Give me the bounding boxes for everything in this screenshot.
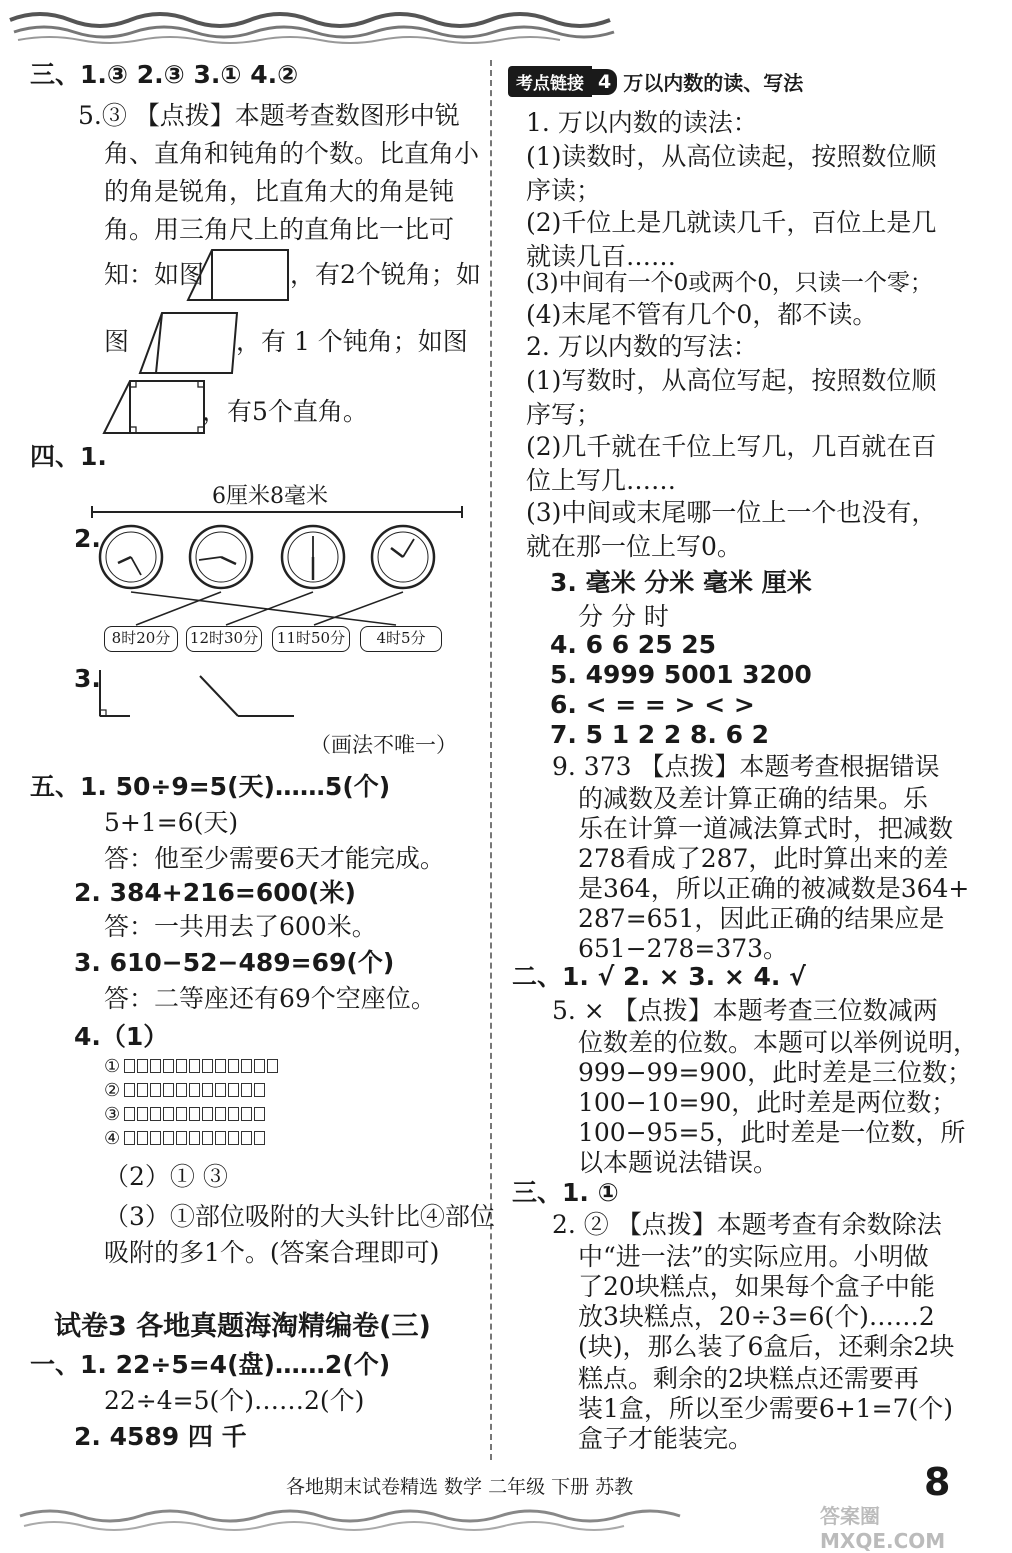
pin-square	[163, 1107, 174, 1121]
r-line: (4)末尾不管有几个0，都不读。	[526, 300, 878, 329]
top-decorative-border	[0, 0, 1012, 50]
s5-q1-line3: 答：他至少需要6天才能完成。	[104, 844, 445, 873]
pin-row: ①	[104, 1056, 280, 1076]
s2-q5-line: 999−99=900，此时差是三位数；	[578, 1058, 973, 1087]
s2-q5-line: 以本题说法错误。	[578, 1148, 779, 1177]
drawing-note: （画法不唯一）	[310, 733, 457, 757]
s5-q4-part3b: 吸附的多1个。(答案合理即可)	[104, 1238, 440, 1267]
s5-q2-line1: 2. 384+216=600(米)	[74, 878, 356, 907]
pin-square	[202, 1083, 213, 1097]
e1-q1-line2: 22÷4=5(个)……2(个)	[104, 1386, 365, 1415]
pin-square	[150, 1107, 161, 1121]
tag-number: 4	[592, 69, 617, 95]
pin-square	[215, 1083, 226, 1097]
e1-q2: 2. 4589 四 千	[74, 1422, 247, 1451]
e1-q1-line1: 一、1. 22÷5=4(盘)……2(个)	[30, 1350, 391, 1379]
clocks-matching-figure	[96, 522, 446, 632]
s5-q3-line2: 答：二等座还有69个空座位。	[104, 984, 436, 1013]
pin-chart	[104, 1056, 474, 1152]
pin-square	[176, 1107, 187, 1121]
r-line: 就在那一位上写0。	[526, 532, 742, 561]
q3-answers-b: 分 分 时	[578, 602, 669, 631]
tag-title: 万以内数的读、写法	[623, 71, 804, 95]
s3-q5-line6b: ，有 1 个钝角；如图	[236, 327, 468, 356]
pin-square	[124, 1131, 135, 1145]
watermark: 答案圈 MXQE.COM	[820, 1504, 946, 1553]
s5-q1-line2: 5+1=6(天)	[104, 808, 239, 837]
s3r-q2-line: (块)，那么装了6盒后，还剩余2块	[578, 1332, 955, 1361]
pin-square	[228, 1083, 239, 1097]
pin-square	[124, 1059, 135, 1073]
r-line: (1)读数时，从高位读起，按照数位顺	[526, 142, 937, 171]
pin-square	[202, 1059, 213, 1073]
column-divider	[490, 60, 492, 1460]
s3r-q2-line: 了20块糕点，如果每个盒子中能	[578, 1272, 935, 1301]
pin-square	[150, 1131, 161, 1145]
s2-answers: 二、1. √ 2. × 3. × 4. √	[512, 962, 806, 991]
figure-acute-angles	[184, 245, 294, 305]
pin-square	[137, 1107, 148, 1121]
pin-square	[254, 1107, 265, 1121]
page-number: 8	[924, 1460, 951, 1504]
r-line: 位上写几……	[526, 466, 677, 495]
pin-square	[124, 1107, 135, 1121]
tag-label: 考点链接	[508, 66, 592, 97]
r-line: 1. 万以内数的读法：	[526, 108, 758, 137]
time-box: 11时50分	[272, 626, 350, 652]
r-line: (2)几千就在千位上写几，几百就在百	[526, 432, 937, 461]
s2-q5-line: 100−95=5，此时差是一位数，所	[578, 1118, 966, 1147]
pin-square	[176, 1131, 187, 1145]
bottom-decorative-border	[0, 1496, 760, 1536]
r-line: (1)写数时，从高位写起，按照数位顺	[526, 366, 937, 395]
pin-square	[215, 1059, 226, 1073]
pin-square	[241, 1107, 252, 1121]
s5-q4-label: 4.（1）	[74, 1022, 169, 1051]
s5-q4-part3a: （3）①部位吸附的大头针比④部位	[104, 1202, 495, 1231]
pin-square	[241, 1059, 252, 1073]
drawn-angles-figure	[96, 668, 296, 724]
pin-square	[137, 1059, 148, 1073]
q9-line: 是364，所以正确的被减数是364+	[578, 874, 970, 903]
s3-q5-line5b: ，有2个锐角；如	[290, 260, 481, 289]
pin-square	[189, 1083, 200, 1097]
s5-q3-line1: 3. 610−52−489=69(个)	[74, 948, 395, 977]
pin-row: ②	[104, 1080, 267, 1100]
pin-square	[176, 1083, 187, 1097]
s5-q4-part2: （2）① ③	[104, 1162, 228, 1191]
pin-square	[254, 1059, 265, 1073]
pin-square	[137, 1083, 148, 1097]
pin-square	[137, 1131, 148, 1145]
q7-8-answers: 7. 5 1 2 2 8. 6 2	[550, 720, 770, 749]
pin-square	[150, 1083, 161, 1097]
s3-q5-line3: 的角是锐角，比直角大的角是钝	[104, 177, 455, 206]
pin-square	[163, 1059, 174, 1073]
q3-answers-a: 3. 毫米 分米 毫米 厘米	[550, 568, 812, 597]
s3-q5-line6a: 图	[104, 327, 130, 356]
s2-q5-line: 100−10=90，此时差是两位数；	[578, 1088, 957, 1117]
s5-q2-line2: 答：一共用去了600米。	[104, 912, 377, 941]
r-line: (2)千位上是几就读几千，百位上是几	[526, 208, 937, 237]
pin-square	[228, 1107, 239, 1121]
pin-square	[189, 1059, 200, 1073]
s3-q5-line5a: 知：如图	[104, 260, 205, 289]
time-box: 8时20分	[104, 626, 178, 652]
r-line: (3)中间或末尾哪一位上一个也没有，	[526, 498, 937, 527]
q6-answers: 6. < = = > < >	[550, 690, 755, 719]
pin-square	[228, 1131, 239, 1145]
r-line: 就读几百……	[526, 242, 677, 271]
q4-answers: 4. 6 6 25 25	[550, 630, 717, 659]
clock-icon	[372, 526, 434, 588]
pin-square	[202, 1131, 213, 1145]
r-line: (3)中间有一个0或两个0，只读一个零；	[526, 270, 933, 296]
clock-icon	[282, 526, 344, 588]
pin-square	[189, 1131, 200, 1145]
s4-q1-label: 四、1.	[30, 442, 107, 471]
q9-line: 的减数及差计算正确的结果。乐	[578, 784, 929, 813]
s3r-q2-line: 放3块糕点，20÷3=6(个)……2	[578, 1302, 935, 1331]
time-box: 4时5分	[360, 626, 442, 652]
pin-square	[267, 1059, 278, 1073]
q5-answers: 5. 4999 5001 3200	[550, 660, 812, 689]
s3r-q2-line: 盒子才能装完。	[578, 1424, 754, 1453]
s5-q1-line1: 五、1. 50÷9=5(天)……5(个)	[30, 772, 391, 801]
r-line: 序写；	[526, 400, 602, 429]
ruler-length-label: 6厘米8毫米	[212, 484, 328, 509]
s4-q3-label: 3.	[74, 664, 101, 693]
pin-square	[202, 1107, 213, 1121]
pin-square	[124, 1083, 135, 1097]
q9-line: 651−278=373。	[578, 934, 789, 963]
s3r-q2-line: 中“进一法”的实际应用。小明做	[578, 1242, 929, 1271]
s3-answers: 三、1.③ 2.③ 3.① 4.②	[30, 60, 299, 89]
s3-q5-line2: 角、直角和钝角的个数。比直角小	[104, 139, 480, 168]
s3r-q2-line: 2. ② 【点拨】本题考查有余数除法	[552, 1210, 942, 1239]
s3r-q2-line: 糕点。剩余的2块糕点还需要再	[578, 1364, 919, 1393]
pin-square	[241, 1131, 252, 1145]
footer-text: 各地期末试卷精选 数学 二年级 下册 苏教	[286, 1476, 634, 1498]
pin-square	[150, 1059, 161, 1073]
q9-line: 287=651，因此正确的结果应是	[578, 904, 945, 933]
r-line: 序读；	[526, 176, 602, 205]
s2-q5-line: 位数差的位数。本题可以举例说明，	[578, 1028, 979, 1057]
ruler-line	[90, 505, 466, 519]
q9-line: 乐在计算一道减法算式时，把减数	[578, 814, 954, 843]
q9-line: 9. 373 【点拨】本题考查根据错误	[552, 752, 940, 781]
knowledge-link-header	[508, 66, 803, 97]
q9-line: 278看成了287，此时算出来的差	[578, 844, 949, 873]
s3r-answer1: 三、1. ①	[512, 1178, 619, 1207]
s2-q5-line: 5. × 【点拨】本题考查三位数减两	[552, 996, 938, 1025]
pin-square	[215, 1131, 226, 1145]
pin-square	[241, 1083, 252, 1097]
pin-square	[163, 1083, 174, 1097]
clock-icon	[190, 526, 252, 588]
pin-row: ④	[104, 1128, 267, 1148]
exam-title: 试卷3 各地真题海淘精编卷(三)	[54, 1311, 431, 1342]
s4-q2-label: 2.	[74, 524, 101, 553]
pin-square	[189, 1107, 200, 1121]
pin-square	[215, 1107, 226, 1121]
s3-q5-line7: ，有5个直角。	[202, 397, 368, 426]
time-box: 12时30分	[186, 626, 262, 652]
s3-q5-line1: 5.③ 【点拨】本题考查数图形中锐	[78, 101, 460, 130]
s3r-q2-line: 装1盒，所以至少需要6+1=7(个)	[578, 1394, 954, 1423]
r-line: 2. 万以内数的写法：	[526, 332, 758, 361]
s3-q5-line4: 角。用三角尺上的直角比一比可	[104, 215, 455, 244]
pin-square	[254, 1131, 265, 1145]
pin-row: ③	[104, 1104, 267, 1124]
figure-obtuse-angle	[132, 308, 242, 378]
pin-square	[163, 1131, 174, 1145]
pin-square	[176, 1059, 187, 1073]
pin-square	[254, 1083, 265, 1097]
clock-icon	[100, 526, 162, 588]
figure-right-angles	[100, 377, 210, 437]
pin-square	[228, 1059, 239, 1073]
